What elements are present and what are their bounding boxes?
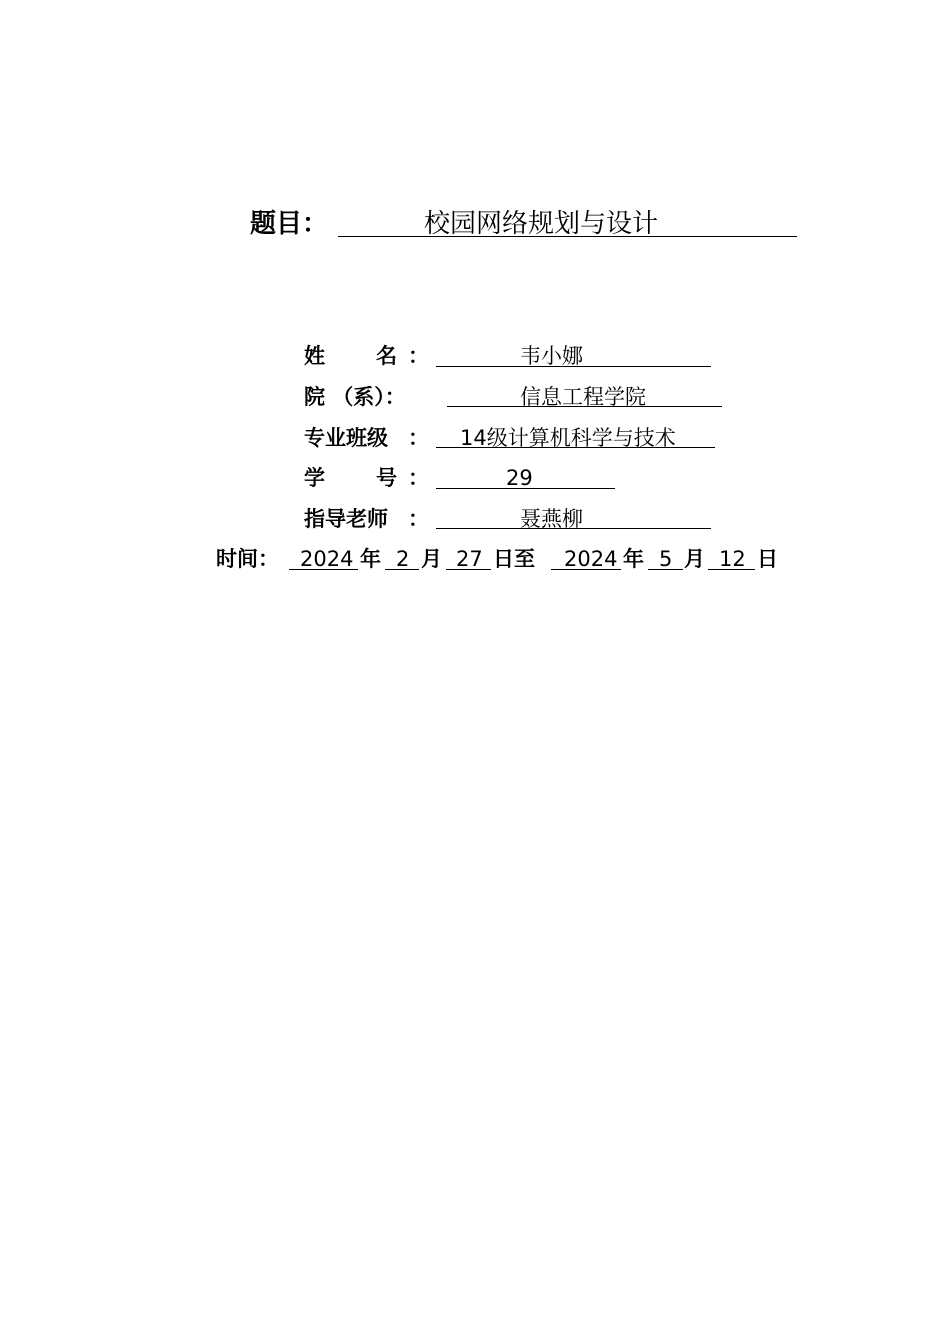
- title-label: 题目：: [250, 209, 329, 239]
- name-label-char2: 名: [376, 344, 397, 368]
- student-id-label-char2: 号: [376, 466, 397, 490]
- major-label: 专业班级: [304, 426, 388, 450]
- name-colon: ：: [408, 344, 429, 368]
- end-year: 2024: [564, 547, 618, 571]
- end-day: 12: [719, 547, 746, 571]
- student-id-colon: ：: [408, 466, 429, 490]
- major-colon: ：: [408, 426, 429, 450]
- advisor-value: 聂燕柳: [520, 507, 583, 531]
- end-month: 5: [659, 547, 673, 571]
- end-day-char: 日: [757, 547, 778, 571]
- start-month-char: 月: [421, 547, 442, 571]
- student-id-value: 29: [506, 466, 533, 490]
- title-value: 校园网络规划与设计: [424, 209, 659, 239]
- start-day-to: 日至: [493, 547, 535, 571]
- start-month: 2: [396, 547, 410, 571]
- major-value: 14级计算机科学与技术: [460, 426, 676, 450]
- start-day: 27: [456, 547, 483, 571]
- name-value: 韦小娜: [520, 344, 583, 368]
- advisor-colon: ：: [408, 507, 429, 531]
- date-label: 时间：: [216, 547, 279, 571]
- name-label-char1: 姓: [304, 344, 325, 368]
- end-year-char: 年: [623, 547, 644, 571]
- student-id-label-char1: 学: [304, 466, 325, 490]
- dept-value: 信息工程学院: [520, 385, 646, 409]
- advisor-label: 指导老师: [304, 507, 388, 531]
- dept-label: 院 （系）：: [304, 385, 406, 409]
- start-year: 2024: [300, 547, 354, 571]
- start-year-char: 年: [360, 547, 381, 571]
- end-month-char: 月: [684, 547, 705, 571]
